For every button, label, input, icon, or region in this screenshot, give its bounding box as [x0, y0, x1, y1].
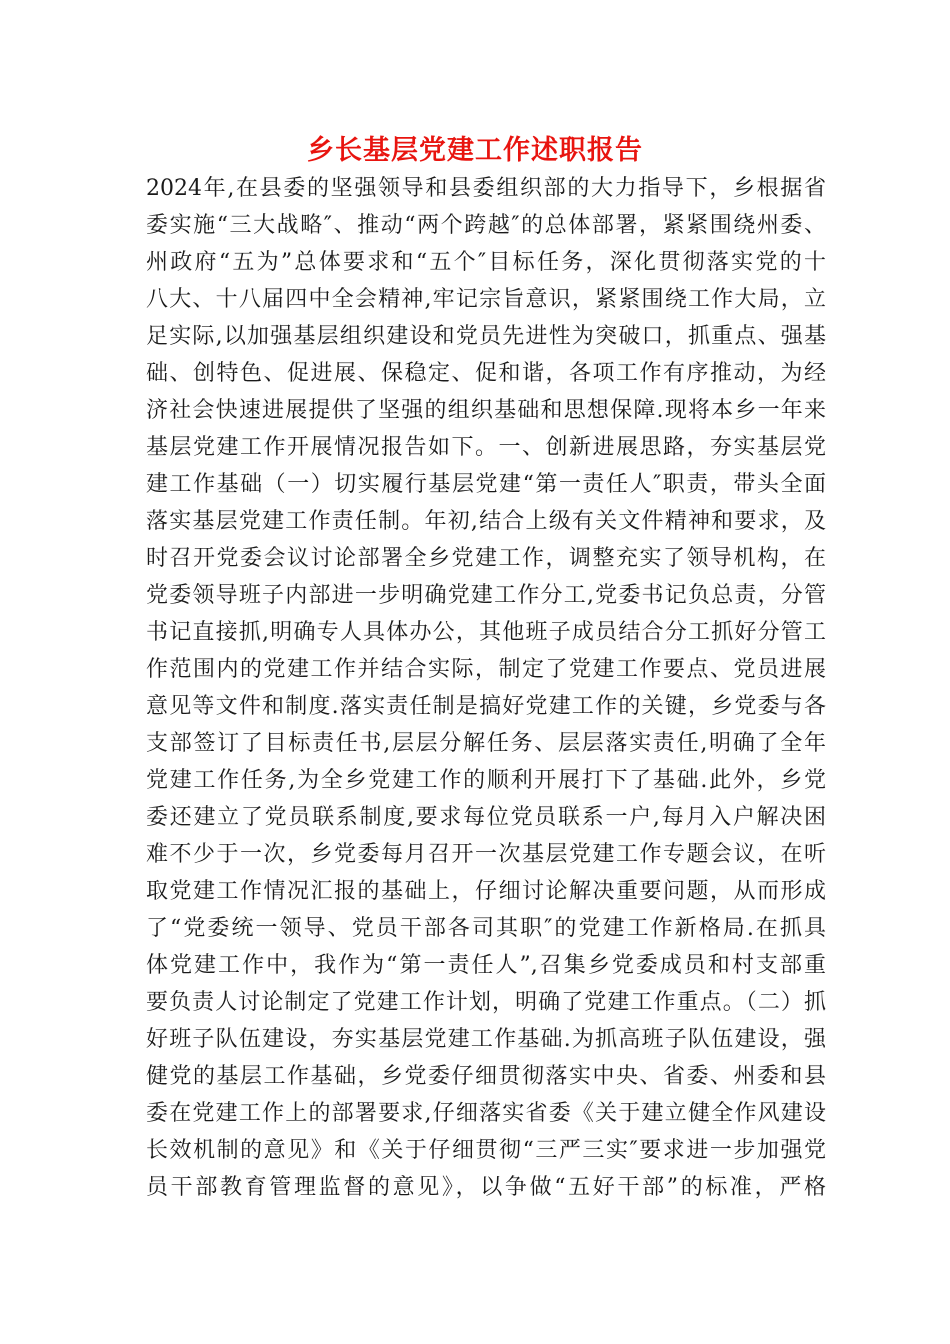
body-line: 2024年,在县委的坚强领导和县委组织部的大力指导下，乡根据省: [146, 176, 826, 201]
body-line: 作范围内的党建工作并结合实际，制定了党建工作要点、党员进展: [146, 657, 826, 682]
body-line: 足实际,以加强基层组织建设和党员先进性为突破口，抓重点、强基: [146, 324, 826, 349]
body-line: 长效机制的意见》和《关于仔细贯彻“三严三实″要求进一步加强党: [146, 1138, 826, 1163]
body-line: 好班子队伍建设，夯实基层党建工作基础.为抓高班子队伍建设，强: [146, 1027, 826, 1052]
body-line: 八大、十八届四中全会精神,牢记宗旨意识，紧紧围绕工作大局，立: [146, 287, 826, 312]
body-line: 健党的基层工作基础，乡党委仔细贯彻落实中央、省委、州委和县: [146, 1064, 826, 1089]
body-line: 体党建工作中，我作为“第一责任人”,召集乡党委成员和村支部重: [146, 953, 826, 978]
body-line: 落实基层党建工作责任制。年初,结合上级有关文件精神和要求，及: [146, 509, 826, 534]
body-line: 委实施“三大战略″、推动“两个跨越″的总体部署，紧紧围绕州委、: [146, 213, 826, 238]
body-line: 时召开党委会议讨论部署全乡党建工作，调整充实了领导机构，在: [146, 546, 826, 571]
body-line: 了“党委统一领导、党员干部各司其职″的党建工作新格局.在抓具: [146, 916, 826, 941]
body-line: 委在党建工作上的部署要求,仔细落实省委《关于建立健全作风建设: [146, 1101, 826, 1126]
document-body: [146, 170, 826, 1206]
body-line: 员干部教育管理监督的意见》，以争做“五好干部”的标准，严格: [146, 1175, 826, 1200]
body-line: 建工作基础（一）切实履行基层党建“第一责任人″职责，带头全面: [146, 472, 826, 497]
body-line: 础、创特色、促进展、保稳定、促和谐，各项工作有序推动，为经: [146, 361, 826, 386]
body-line: 难不少于一次，乡党委每月召开一次基层党建工作专题会议，在听: [146, 842, 826, 867]
body-line: 州政府“五为”总体要求和“五个″目标任务，深化贯彻落实党的十: [146, 250, 826, 275]
body-line: 支部签订了目标责任书,层层分解任务、层层落实责任,明确了全年: [146, 731, 826, 756]
body-line: 党委领导班子内部进一步明确党建工作分工,党委书记负总责，分管: [146, 583, 826, 608]
body-line: 基层党建工作开展情况报告如下。一、创新进展思路，夯实基层党: [146, 435, 826, 460]
document-title: 乡长基层党建工作述职报告: [307, 135, 643, 166]
body-line: 意见等文件和制度.落实责任制是搞好党建工作的关键，乡党委与各: [146, 694, 826, 719]
body-line: 党建工作任务,为全乡党建工作的顺利开展打下了基础.此外，乡党: [146, 768, 826, 793]
body-line: 书记直接抓,明确专人具体办公，其他班子成员结合分工抓好分管工: [146, 620, 826, 645]
body-line: 取党建工作情况汇报的基础上，仔细讨论解决重要问题，从而形成: [146, 879, 826, 904]
body-line: 委还建立了党员联系制度,要求每位党员联系一户,每月入户解决困: [146, 805, 826, 830]
body-line: 要负责人讨论制定了党建工作计划，明确了党建工作重点。（二）抓: [146, 990, 826, 1015]
body-line: 济社会快速进展提供了坚强的组织基础和思想保障.现将本乡一年来: [146, 398, 826, 423]
